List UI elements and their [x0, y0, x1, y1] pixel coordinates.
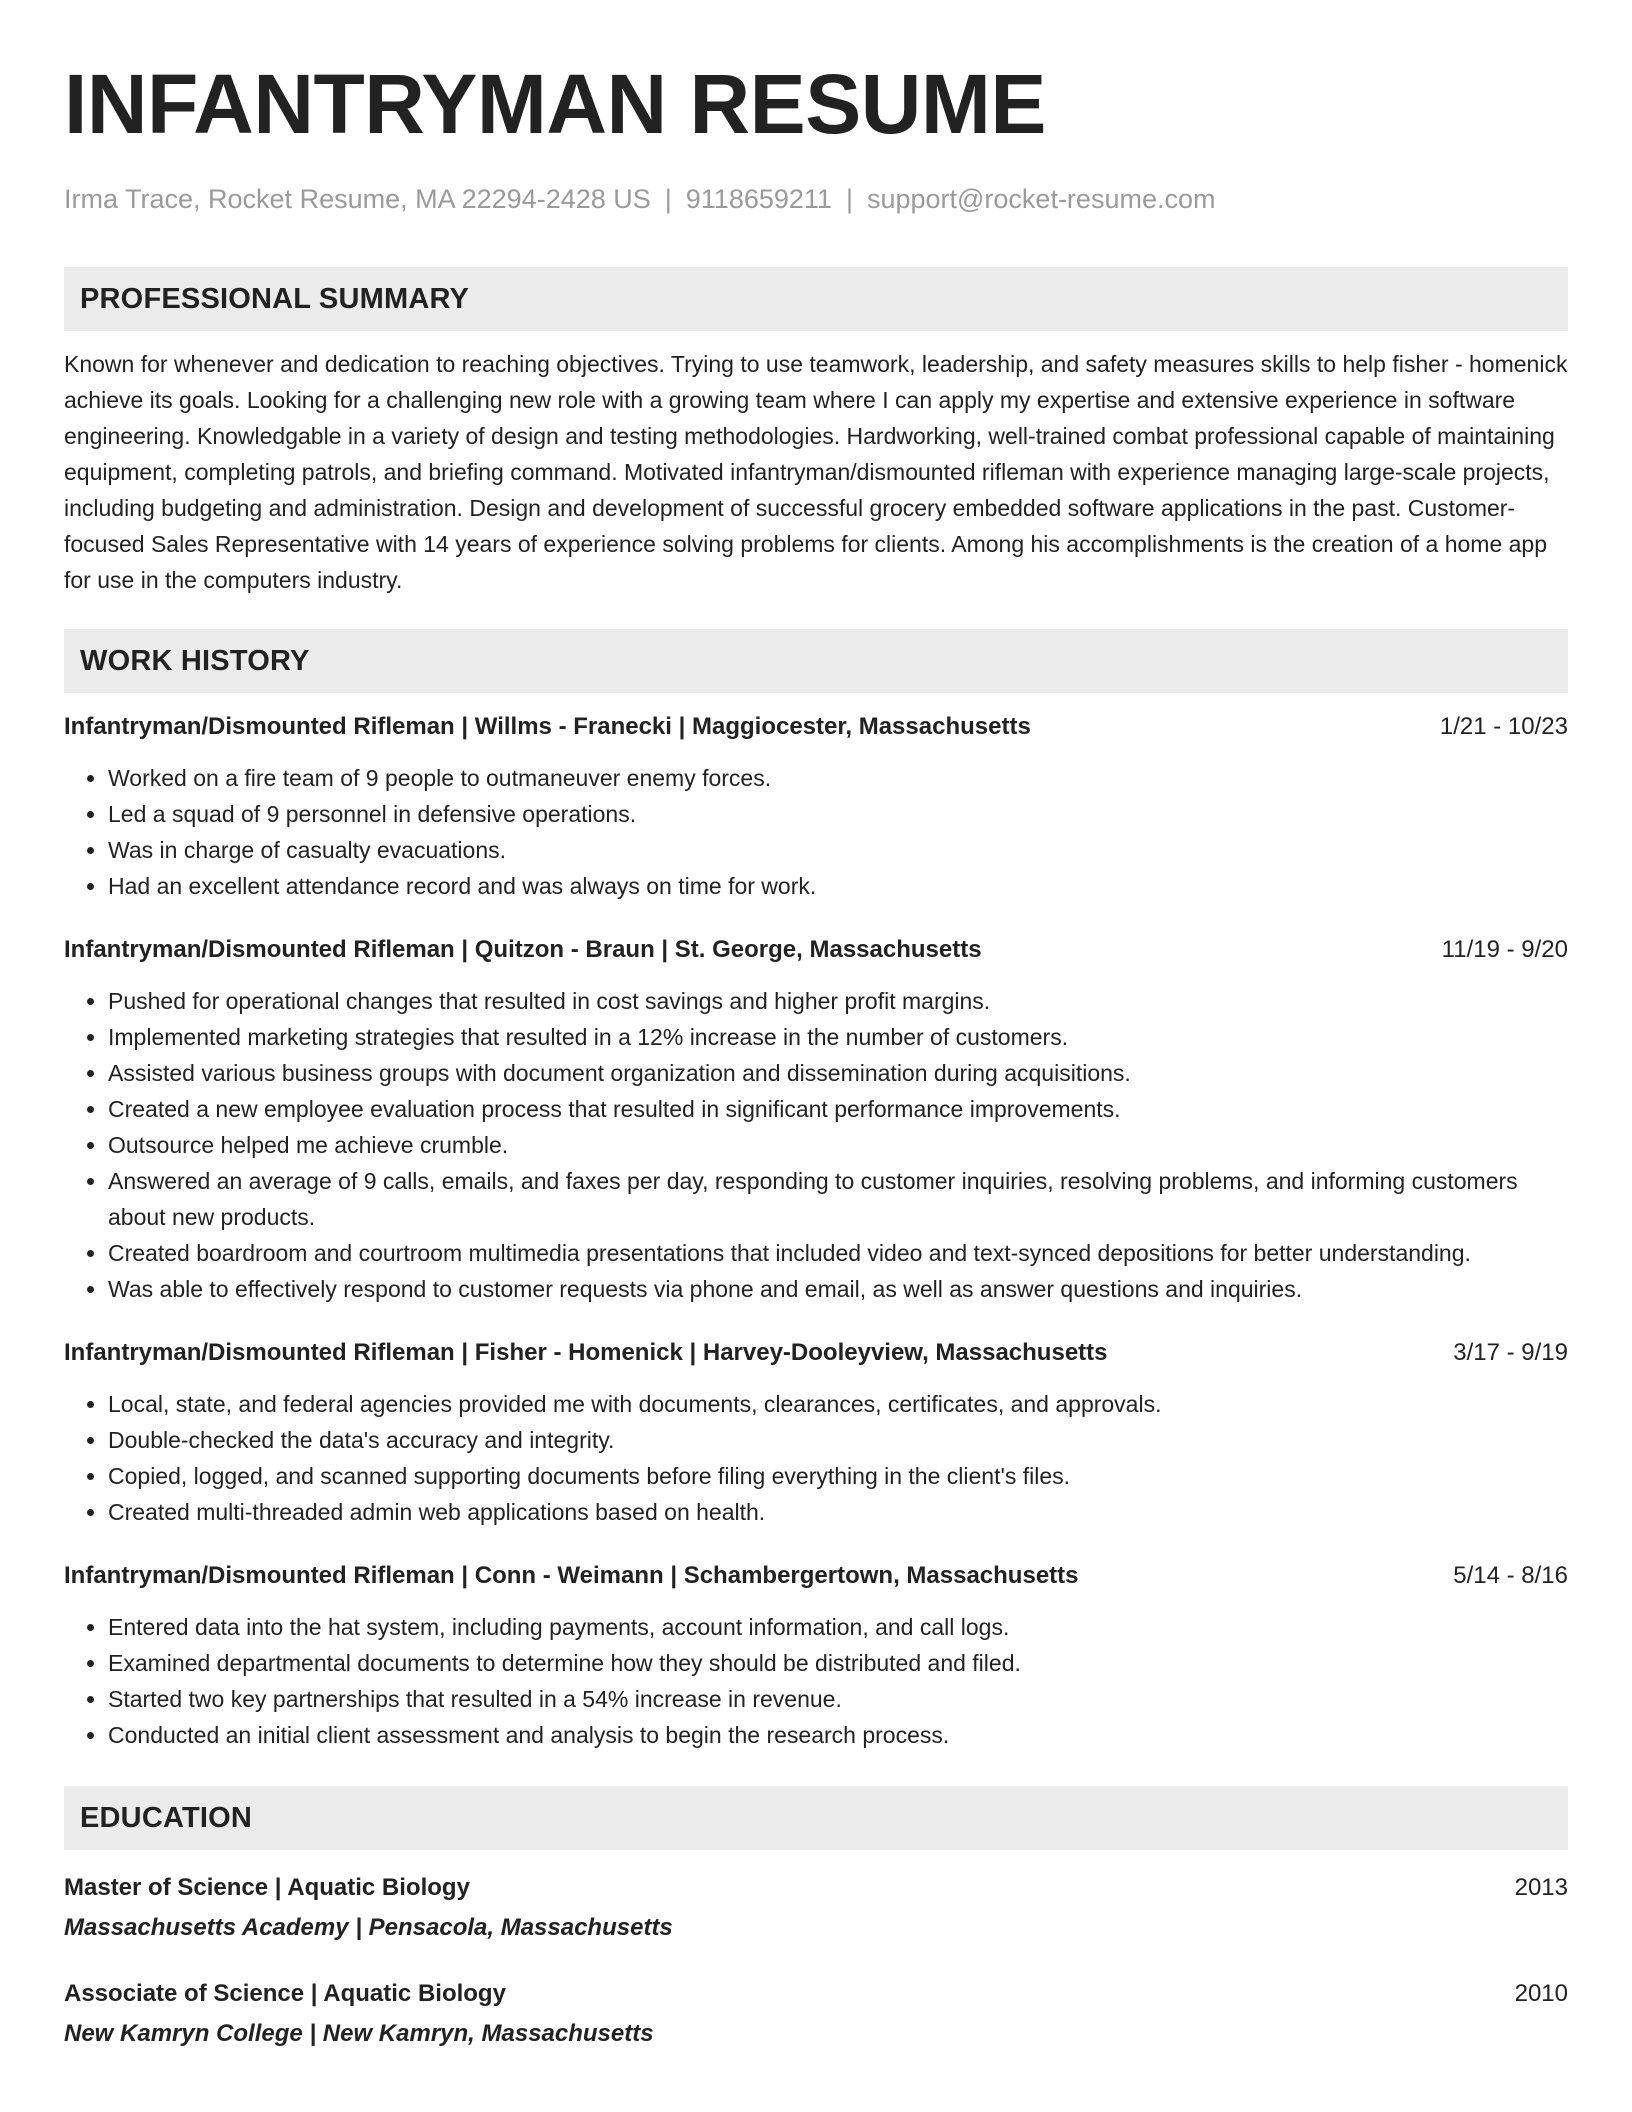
section-header-education: EDUCATION	[64, 1786, 1568, 1850]
job-entry	[64, 707, 1568, 904]
job-bullet: • Assisted various business groups with document organization and dissemination during acquisitions.	[108, 1055, 1568, 1091]
job-bullet: • Created a new employee evaluation process that resulted in significant performance improvements.	[108, 1091, 1568, 1127]
job-bullet: • Pushed for operational changes that resulted in cost savings and higher profit margins.	[108, 983, 1568, 1019]
education-year: 2013	[1514, 1874, 1568, 1901]
contact-address: Irma Trace, Rocket Resume, MA 22294-2428 US	[64, 184, 651, 214]
job-bullet-list	[64, 983, 1568, 1307]
section-header-work-history: WORK HISTORY	[64, 629, 1568, 693]
contact-separator: |	[664, 184, 672, 214]
job-bullet: • Was in charge of casualty evacuations.	[108, 832, 1568, 868]
work-history-list	[64, 707, 1568, 1753]
contact-line	[64, 182, 1568, 216]
job-entry	[64, 1333, 1568, 1530]
job-bullet: • Outsource helped me achieve crumble.	[108, 1127, 1568, 1163]
job-header	[64, 1556, 1568, 1596]
job-dates: 11/19 - 9/20	[1441, 936, 1568, 963]
job-bullet: • Entered data into the hat system, including payments, account information, and call logs.	[108, 1609, 1568, 1645]
job-bullet: • Answered an average of 9 calls, emails, and faxes per day, responding to customer inquiries, resolving problems, and informing customers about new products.	[108, 1163, 1568, 1235]
job-bullet: • Created multi-threaded admin web applications based on health.	[108, 1494, 1568, 1530]
job-header	[64, 930, 1568, 970]
job-bullet-list	[64, 1609, 1568, 1753]
education-school: Massachusetts Academy | Pensacola, Massachusetts	[64, 1914, 673, 1941]
job-header	[64, 1333, 1568, 1373]
job-bullet: • Worked on a fire team of 9 people to outmaneuver enemy forces.	[108, 760, 1568, 796]
contact-email: support@rocket-resume.com	[866, 184, 1216, 214]
education-header	[64, 1868, 1568, 1908]
job-bullet: • Local, state, and federal agencies provided me with documents, clearances, certificates, and approvals.	[108, 1386, 1568, 1422]
job-header	[64, 707, 1568, 747]
job-bullet-list	[64, 1386, 1568, 1530]
education-entry	[64, 1868, 1568, 1948]
job-dates: 5/14 - 8/16	[1453, 1562, 1568, 1589]
education-degree: Master of Science | Aquatic Biology	[64, 1874, 470, 1901]
summary-paragraph: Known for whenever and dedication to reaching objectives. Trying to use teamwork, leadership, and safety measures skills to help fisher - homenick achieve its goals. Looking for a challenging new role with a growing team where I can apply my expertise and extensive experience in software engineering. Knowledgable in a variety of design and testing methodologies. Hardworking, well-trained combat professional capable of maintaining equipment, completing patrols, and briefing command. Motivated infantryman/dismounted rifleman with experience managing large-scale projects, including budgeting and administration. Design and development of successful grocery embedded software applications in the past. Customer-focused Sales Representative with 14 years of experience solving problems for clients. Among his accomplishments is the creation of a home app for use in the computers industry.	[64, 351, 1568, 593]
job-bullet: • Copied, logged, and scanned supporting documents before filing everything in the client's files.	[108, 1458, 1568, 1494]
job-title: Infantryman/Dismounted Rifleman | Conn - Weimann | Schambergertown, Massachusetts	[64, 1562, 1079, 1589]
education-year: 2010	[1514, 1980, 1568, 2007]
job-bullet: • Led a squad of 9 personnel in defensive operations.	[108, 796, 1568, 832]
job-bullet: • Created boardroom and courtroom multimedia presentations that included video and text-synced depositions for better understanding.	[108, 1235, 1568, 1271]
job-entry	[64, 930, 1568, 1307]
job-bullet: • Was able to effectively respond to customer requests via phone and email, as well as answer questions and inquiries.	[108, 1271, 1568, 1307]
section-header-summary: PROFESSIONAL SUMMARY	[64, 267, 1568, 331]
job-bullet: • Started two key partnerships that resulted in a 54% increase in revenue.	[108, 1681, 1568, 1717]
resume-title: INFANTRYMAN RESUME	[64, 57, 1046, 151]
job-title: Infantryman/Dismounted Rifleman | Fisher - Homenick | Harvey-Dooleyview, Massachusetts	[64, 1339, 1108, 1366]
education-list	[64, 1868, 1568, 2054]
education-degree: Associate of Science | Aquatic Biology	[64, 1980, 506, 2007]
job-dates: 1/21 - 10/23	[1439, 713, 1568, 740]
job-title: Infantryman/Dismounted Rifleman | Willms - Franecki | Maggiocester, Massachusetts	[64, 713, 1031, 740]
job-bullet: • Implemented marketing strategies that resulted in a 12% increase in the number of customers.	[108, 1019, 1568, 1055]
education-header	[64, 1974, 1568, 2014]
job-bullet: • Examined departmental documents to determine how they should be distributed and filed.	[108, 1645, 1568, 1681]
education-school: New Kamryn College | New Kamryn, Massachusetts	[64, 2020, 654, 2047]
contact-separator: |	[845, 184, 853, 214]
job-bullet: • Had an excellent attendance record and was always on time for work.	[108, 868, 1568, 904]
job-bullet-list	[64, 760, 1568, 904]
job-dates: 3/17 - 9/19	[1453, 1339, 1568, 1366]
contact-phone: 9118659211	[685, 184, 832, 214]
job-entry	[64, 1556, 1568, 1753]
job-bullet: • Conducted an initial client assessment and analysis to begin the research process.	[108, 1717, 1568, 1753]
education-entry	[64, 1974, 1568, 2054]
job-title: Infantryman/Dismounted Rifleman | Quitzon - Braun | St. George, Massachusetts	[64, 936, 982, 963]
job-bullet: • Double-checked the data's accuracy and integrity.	[108, 1422, 1568, 1458]
